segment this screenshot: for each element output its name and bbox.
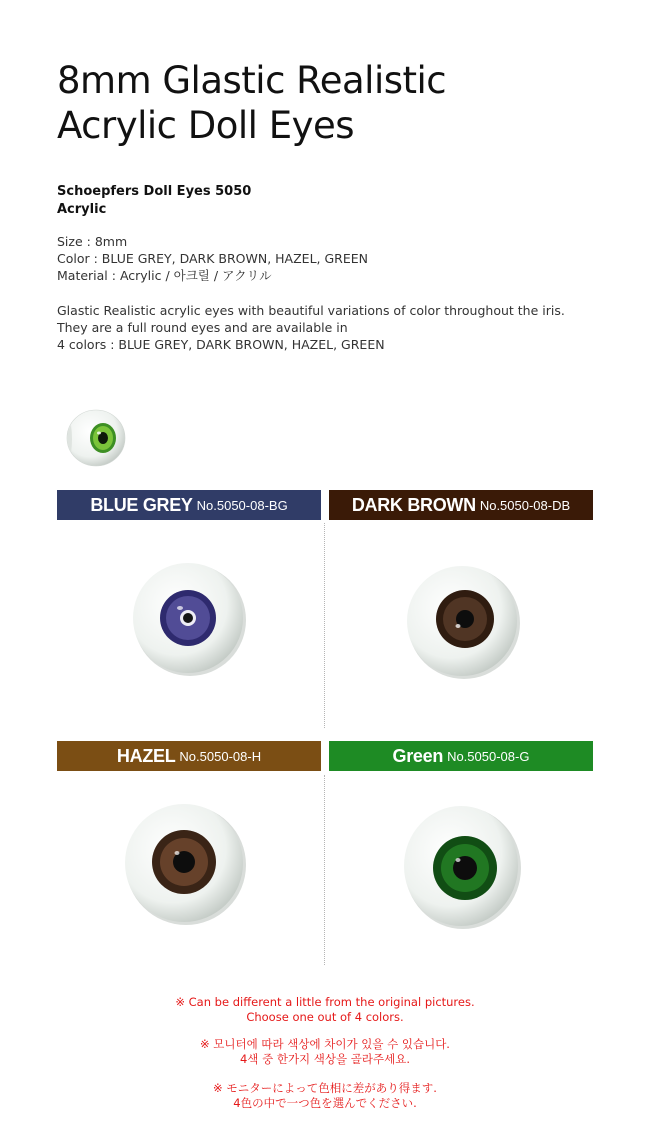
subtitle-line-2: Acrylic bbox=[57, 202, 107, 217]
variant-code: No.5050-08-H bbox=[179, 748, 262, 764]
notice-japanese bbox=[0, 1081, 650, 1111]
product-subtitle bbox=[57, 183, 251, 219]
title-line-2: Acrylic Doll Eyes bbox=[57, 104, 355, 147]
variant-bar-blue-grey bbox=[57, 490, 321, 520]
spec-size: Size : 8mm bbox=[57, 234, 128, 249]
eye-image-hazel bbox=[123, 803, 249, 927]
notice-ko-line-1: ※ 모니터에 따라 색상에 차이가 있을 수 있습니다. bbox=[200, 1037, 450, 1051]
eye-image-dark-brown bbox=[403, 563, 525, 681]
notice-ja-line-2: 4色の中で一つ色を選んでください. bbox=[233, 1096, 417, 1110]
variant-name: DARK BROWN bbox=[351, 494, 476, 515]
eye-image-green bbox=[403, 805, 523, 931]
subtitle-line-1: Schoepfers Doll Eyes 5050 bbox=[57, 184, 252, 199]
variant-name: HAZEL bbox=[116, 745, 176, 766]
notice-en-line-2: Choose one out of 4 colors. bbox=[246, 1010, 404, 1024]
variant-bar-green bbox=[329, 741, 593, 771]
product-description bbox=[57, 302, 565, 353]
variant-code: No.5050-08-DB bbox=[479, 497, 571, 513]
variant-bar-hazel bbox=[57, 741, 321, 771]
notice-english bbox=[0, 995, 650, 1025]
notice-ko-line-2: 4색 중 한가지 색상을 골라주세요. bbox=[239, 1052, 410, 1066]
eye-side-view-image bbox=[59, 405, 127, 469]
notice-ja-line-1: ※ モニターによって色相に差があり得ます. bbox=[213, 1081, 437, 1095]
variant-name: Green bbox=[392, 745, 444, 766]
variant-code: No.5050-08-BG bbox=[196, 497, 288, 513]
column-divider bbox=[324, 775, 325, 965]
variant-bar-dark-brown bbox=[329, 490, 593, 520]
column-divider bbox=[324, 523, 325, 728]
page-title bbox=[57, 58, 446, 148]
product-specs bbox=[57, 233, 368, 284]
description-line-2: They are a full round eyes and are available in bbox=[57, 320, 348, 335]
variant-code: No.5050-08-G bbox=[447, 748, 530, 764]
description-line-1: Glastic Realistic acrylic eyes with beautiful variations of color throughout the iris. bbox=[57, 303, 565, 318]
eye-image-blue-grey bbox=[130, 560, 250, 680]
title-line-1: 8mm Glastic Realistic bbox=[57, 59, 447, 102]
description-line-3: 4 colors : BLUE GREY, DARK BROWN, HAZEL, GREEN bbox=[57, 337, 385, 352]
notice-en-line-1: ※ Can be different a little from the original pictures. bbox=[175, 995, 475, 1009]
variant-name: BLUE GREY bbox=[90, 494, 193, 515]
spec-color: Color : BLUE GREY, DARK BROWN, HAZEL, GREEN bbox=[57, 251, 368, 266]
spec-material: Material : Acrylic / 아크릴 / アクリル bbox=[57, 268, 272, 283]
notice-korean bbox=[0, 1037, 650, 1067]
